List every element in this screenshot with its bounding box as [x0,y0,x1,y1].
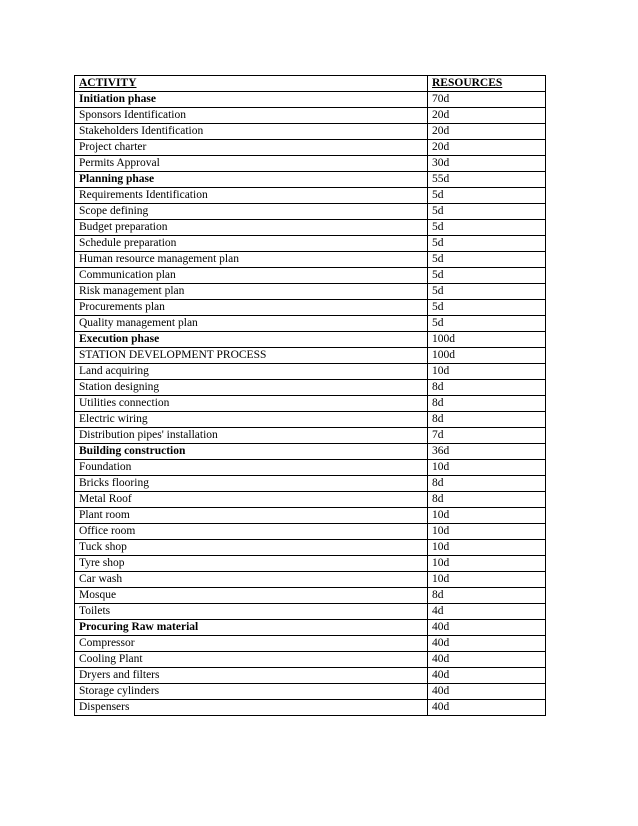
resources-cell: 10d [428,540,546,556]
activity-cell: Dispensers [75,700,428,716]
table-row [75,684,546,700]
activity-cell: Human resource management plan [75,252,428,268]
table-row [75,204,546,220]
table-row [75,284,546,300]
table-header-row [75,76,546,92]
table-row [75,636,546,652]
table-row [75,492,546,508]
section-row [75,348,546,364]
activity-cell: Procuring Raw material [75,620,428,636]
resources-column-header: RESOURCES [428,76,546,92]
resources-cell: 40d [428,636,546,652]
activity-cell: Stakeholders Identification [75,124,428,140]
resources-cell: 8d [428,396,546,412]
resources-cell: 10d [428,460,546,476]
activity-cell: Storage cylinders [75,684,428,700]
resources-cell: 8d [428,380,546,396]
resources-cell: 36d [428,444,546,460]
resources-cell: 4d [428,604,546,620]
activity-cell: Planning phase [75,172,428,188]
resources-cell: 10d [428,508,546,524]
activity-cell: Utilities connection [75,396,428,412]
activity-cell: Dryers and filters [75,668,428,684]
activity-cell: Metal Roof [75,492,428,508]
resources-cell: 8d [428,476,546,492]
activity-cell: Plant room [75,508,428,524]
table-row [75,156,546,172]
resources-cell: 100d [428,348,546,364]
resources-cell: 5d [428,220,546,236]
resources-cell: 30d [428,156,546,172]
resources-cell: 5d [428,188,546,204]
activity-cell: Distribution pipes' installation [75,428,428,444]
resources-cell: 5d [428,300,546,316]
table-row [75,396,546,412]
activity-cell: Tyre shop [75,556,428,572]
activity-cell: Project charter [75,140,428,156]
resources-cell: 5d [428,252,546,268]
resources-cell: 10d [428,572,546,588]
activity-cell: Execution phase [75,332,428,348]
activity-cell: Land acquiring [75,364,428,380]
table-row [75,364,546,380]
table-body [75,92,546,716]
table-row [75,188,546,204]
activity-cell: Sponsors Identification [75,108,428,124]
table-row [75,588,546,604]
table-row [75,572,546,588]
table-row [75,412,546,428]
activity-cell: Electric wiring [75,412,428,428]
table-row [75,540,546,556]
activity-cell: Car wash [75,572,428,588]
phase-row [75,92,546,108]
activity-cell: Compressor [75,636,428,652]
resources-cell: 40d [428,700,546,716]
resources-cell: 5d [428,204,546,220]
activity-cell: Schedule preparation [75,236,428,252]
table-row [75,140,546,156]
table-row [75,268,546,284]
activity-cell: Mosque [75,588,428,604]
activity-cell: Initiation phase [75,92,428,108]
resources-cell: 20d [428,140,546,156]
resources-cell: 40d [428,620,546,636]
resources-cell: 8d [428,492,546,508]
table-row [75,220,546,236]
resources-cell: 10d [428,524,546,540]
table-row [75,316,546,332]
resources-cell: 7d [428,428,546,444]
table-row [75,460,546,476]
activity-cell: Foundation [75,460,428,476]
activity-cell: Budget preparation [75,220,428,236]
table-row [75,108,546,124]
activity-cell: Station designing [75,380,428,396]
resources-cell: 40d [428,652,546,668]
resources-cell: 5d [428,268,546,284]
resources-cell: 5d [428,284,546,300]
resources-cell: 10d [428,364,546,380]
activity-cell: Procurements plan [75,300,428,316]
activity-cell: Quality management plan [75,316,428,332]
activity-cell: Toilets [75,604,428,620]
resources-cell: 10d [428,556,546,572]
resources-cell: 70d [428,92,546,108]
table-row [75,124,546,140]
activity-column-header: ACTIVITY [75,76,428,92]
resources-cell: 20d [428,124,546,140]
resources-cell: 100d [428,332,546,348]
phase-row [75,172,546,188]
resources-cell: 55d [428,172,546,188]
resources-cell: 8d [428,412,546,428]
resources-cell: 5d [428,236,546,252]
phase-row [75,332,546,348]
activity-cell: Communication plan [75,268,428,284]
table-row [75,508,546,524]
table-row [75,380,546,396]
resources-cell: 5d [428,316,546,332]
resources-cell: 40d [428,668,546,684]
activity-cell: Requirements Identification [75,188,428,204]
table-row [75,668,546,684]
activity-cell: Permits Approval [75,156,428,172]
activity-cell: Tuck shop [75,540,428,556]
table-row [75,556,546,572]
table-row [75,300,546,316]
activity-cell: Office room [75,524,428,540]
group-row [75,620,546,636]
table-row [75,476,546,492]
activity-cell: Building construction [75,444,428,460]
resources-cell: 40d [428,684,546,700]
table-row [75,604,546,620]
resources-cell: 20d [428,108,546,124]
activity-resources-table [74,75,546,716]
table-row [75,252,546,268]
activity-cell: Cooling Plant [75,652,428,668]
activity-cell: STATION DEVELOPMENT PROCESS [75,348,428,364]
table-row [75,236,546,252]
table-row [75,428,546,444]
activity-cell: Bricks flooring [75,476,428,492]
activity-cell: Risk management plan [75,284,428,300]
table-row [75,524,546,540]
activity-cell: Scope defining [75,204,428,220]
resources-cell: 8d [428,588,546,604]
table-row [75,700,546,716]
table-row [75,652,546,668]
group-row [75,444,546,460]
